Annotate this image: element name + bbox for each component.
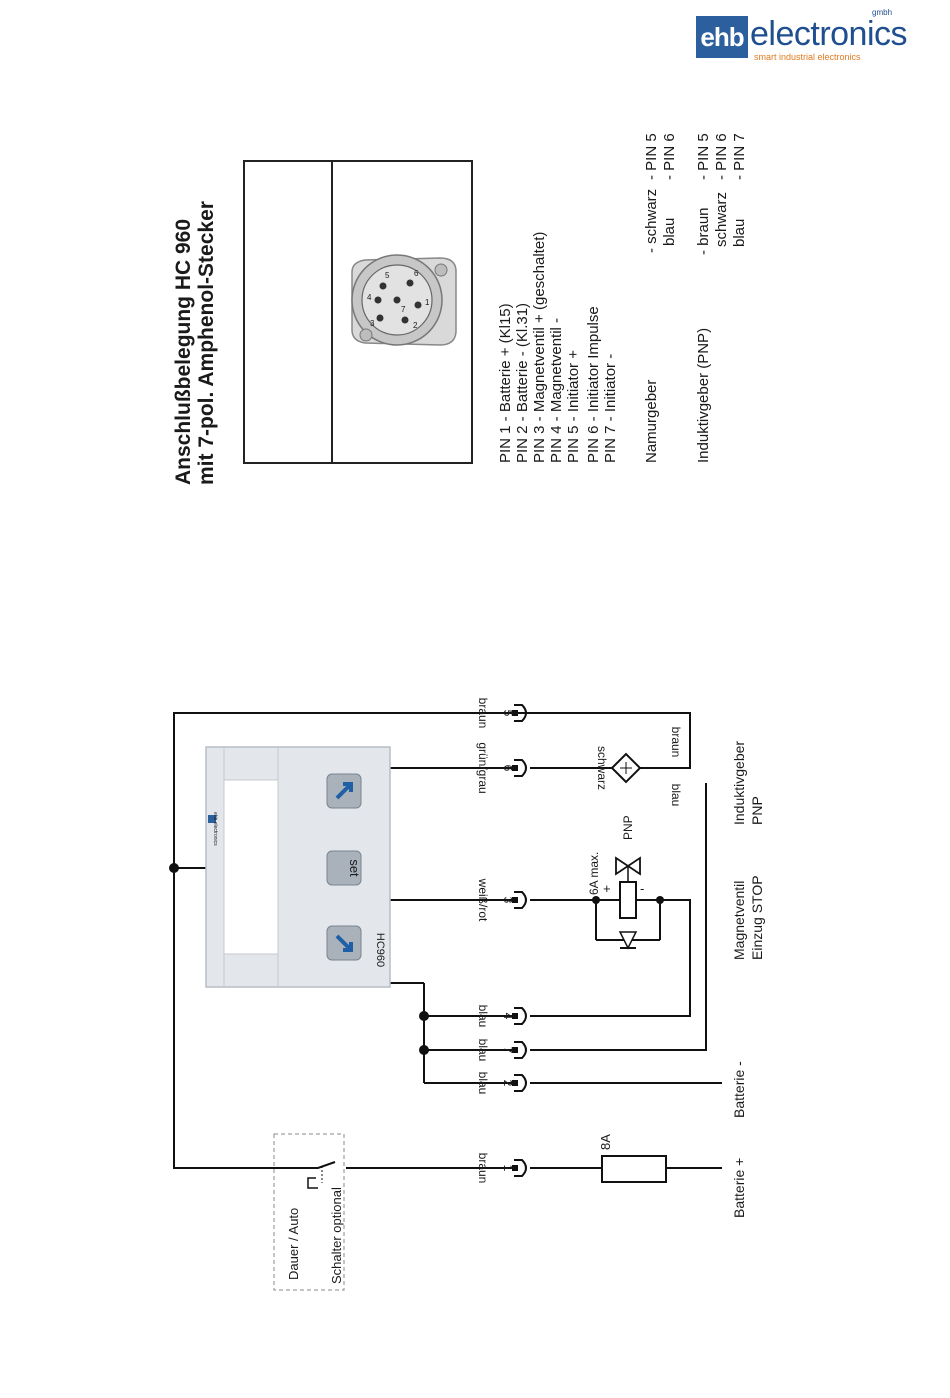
namur-pin: - PIN 5 — [643, 133, 660, 180]
valve-label-1: Magnetventil — [731, 880, 747, 960]
terminal-number: 5 — [501, 709, 515, 717]
logo-mark: ehb — [696, 16, 748, 58]
valve-label-2: Einzug STOP — [749, 875, 765, 960]
sensor-label-2: PNP — [749, 796, 765, 825]
induktiv-pin: - PIN 6 — [713, 133, 730, 180]
pin-line: PIN 3 - Magnetventil + (geschaltet) — [531, 231, 548, 463]
set-label: set — [347, 859, 362, 877]
induktiv-wire: schwarz — [713, 191, 730, 247]
terminal-number: 6 — [501, 764, 515, 772]
terminal-number: 4 — [501, 1012, 515, 1020]
socket-number: 4 — [367, 293, 372, 302]
fuse-label: 8A — [598, 1134, 613, 1150]
terminal-labels — [476, 698, 515, 1184]
socket-number: 2 — [413, 321, 418, 330]
induktiv-pin: - PIN 7 — [731, 133, 748, 180]
valve-minus: - — [640, 881, 645, 896]
down-arrow-button[interactable] — [327, 926, 361, 960]
pin-line: PIN 5 - Initiator + — [565, 350, 582, 463]
wire-color: braun — [476, 697, 490, 729]
pin-line: PIN 1 - Batterie + (Kl15) — [497, 303, 514, 463]
connector-title — [172, 201, 218, 485]
wire-color: blau — [476, 1071, 490, 1095]
sensor-wire-label: schwarz — [595, 745, 609, 791]
valve-plus: + — [603, 881, 611, 896]
socket-number: 5 — [385, 271, 390, 280]
induktiv-pin: - PIN 5 — [695, 133, 712, 180]
sensor-wire-label: blau — [669, 783, 683, 807]
set-button[interactable] — [327, 851, 362, 885]
connector-title-line2: mit 7-pol. Amphenol-Stecker — [195, 201, 218, 485]
wire-color: grün/grau — [476, 742, 490, 794]
solenoid-valve — [587, 815, 765, 960]
optional-switch — [274, 1134, 344, 1290]
battery-plus-label: Batterie + — [731, 1157, 747, 1218]
device-brand-text: ehb electronics — [212, 812, 218, 846]
induktiv-wire: blau — [731, 218, 748, 247]
amphenol-socket — [352, 255, 456, 345]
induktiv-wire: - braun — [695, 207, 712, 255]
valve-pnp: PNP — [621, 815, 635, 840]
pin-line: PIN 6 - Initiator Impulse — [585, 306, 602, 463]
pin-list — [497, 232, 619, 463]
fuse — [598, 1134, 666, 1182]
valve-max: 6A max. — [587, 851, 601, 895]
wire-color: braun — [476, 1152, 490, 1184]
socket-number: 1 — [425, 298, 430, 307]
logo-tagline: smart industrial electronics — [754, 52, 861, 62]
logo-wordmark: electronics — [750, 15, 908, 53]
socket-number: 3 — [370, 319, 375, 328]
switch-label-2: Schalter optional — [329, 1187, 344, 1284]
connector-title-line1: Anschlußbelegung HC 960 — [172, 218, 195, 485]
namur-wire: blau — [661, 217, 678, 246]
terminal-number: 1 — [501, 1164, 515, 1172]
socket-number: 7 — [401, 305, 406, 314]
pin-line: PIN 4 - Magnetventil - — [548, 317, 565, 463]
socket-number: 6 — [414, 269, 419, 278]
logo-gmbh: gmbh — [872, 8, 893, 17]
pin-line: PIN 2 - Batterie - (Kl.31) — [514, 302, 531, 463]
device-model: HC960 — [374, 932, 386, 968]
sensor-wire-label: braun — [669, 726, 683, 758]
battery-minus-label: Batterie - — [731, 1061, 747, 1118]
terminal-blocks — [512, 705, 526, 1176]
switch-label-1: Dauer / Auto — [286, 1207, 301, 1280]
namur-label: Namurgeber — [643, 379, 660, 463]
up-arrow-button[interactable] — [327, 774, 361, 808]
terminal-number: 3 — [501, 896, 515, 904]
induktiv-label: Induktivgeber (PNP) — [695, 327, 712, 463]
namur-pin: - PIN 6 — [661, 133, 678, 180]
terminal-number: 7 — [501, 1046, 515, 1054]
sensor-label-1: Induktivgeber — [731, 740, 747, 825]
terminal-number: 2 — [501, 1079, 515, 1087]
wire-color: weiß/rot — [476, 878, 490, 922]
induktiv-sensor-info — [695, 133, 748, 463]
hc960-device — [206, 747, 390, 987]
pin-line: PIN 7 - Initiator - — [602, 353, 619, 463]
wire-color: blau — [476, 1004, 490, 1028]
wire-color: blau — [476, 1038, 490, 1062]
inductive-sensor — [595, 727, 765, 825]
namur-wire: - schwarz — [643, 188, 660, 253]
namur-sensor-info — [643, 133, 678, 463]
